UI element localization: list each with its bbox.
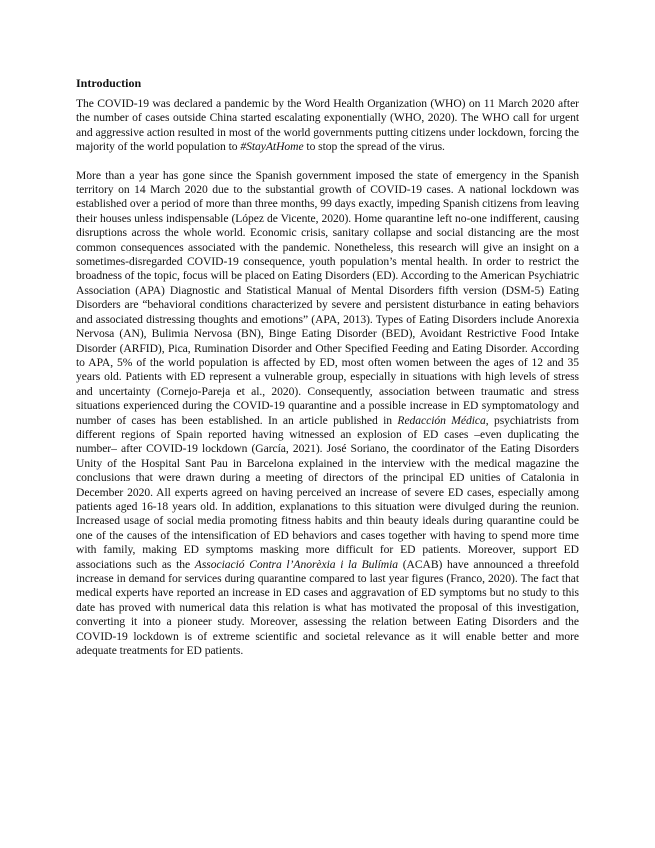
paragraph-1-text-a: The COVID-19 was declared a pandemic by the Word Health Organization (WHO) on 11 March 2020 after the number of cases outside China started escalating exponentially (WHO, 2020). The WHO call for urgent and aggressive action resulted in most of the world governments putting citizens under lockdown, forcing the majority of the world population to — [76, 97, 579, 154]
paragraph-2 — [76, 169, 579, 659]
paragraph-2-text-c: (ACAB) have announced a threefold increase in demand for services during quarantine compared to last year figures (Franco, 2020). The fact that medical experts have reported an increase in ED cases and aggravation of ED symptoms but no study to this date has proved with numerical data this relation is what has motivated the proposal of this investigation, converting it into a pioneer study. Moreover, assessing the relation between Eating Disorders and the COVID-19 lockdown is of extreme scientific and societal relevance as it will enable better and more adequate treatments for ED patients. — [76, 557, 580, 658]
paragraph-2-text-a: More than a year has gone since the Spanish government imposed the state of emergency in the Spanish territory on 14 March 2020 due to the substantial growth of COVID-19 cases. A national lockdown was established over a period of more than three months, 99 days exactly, impeding Spanish citizens from leaving their houses unless indispensable (López de Vicente, 2020). Home quarantine left no-one indifferent, causing disruptions across the whole world. Economic crisis, sanitary collapse and social distancing are the most common consequences associated with the pandemic. Nonetheless, this research will give an insight on a sometimes-disregarded COVID-19 consequence, youth population’s mental health. In order to restrict the broadness of the topic, focus will be placed on Eating Disorders (ED). According to the American Psychiatric Association (APA) Diagnostic and Statistical Manual of Mental Disorders fifth version (DSM-5) Eating Disorders are “behavioral conditions characterized by severe and persistent disturbance in eating behaviors and associated distressing thoughts and emotions” (APA, 2013). Types of Eating Disorders include Anorexia Nervosa (AN), Bulimia Nervosa (BN), Binge Eating Disorder (BED), Avoidant Restrictive Food Intake Disorder (ARFID), Pica, Rumination Disorder and Other Specified Feeding and Eating Disorder. According to APA, 5% of the world population is affected by ED, most often women between the ages of 12 and 35 years old. Patients with ED represent a vulnerable group, especially in situations with high levels of stress and uncertainty (Cornejo-Pareja et al., 2020). Consequently, association between traumatic and stress situations experienced during the COVID-19 quarantine and a possible increase in ED symptomatology and number of cases has been established. In an article published in — [76, 168, 579, 427]
journal-title: Redacción Médica — [397, 413, 486, 427]
section-heading: Introduction — [76, 76, 142, 90]
hashtag-stayathome: #StayAtHome — [240, 140, 304, 154]
association-name: Associació Contra l’Anorèxia i la Bulímia — [194, 557, 399, 571]
paragraph-1 — [76, 97, 579, 155]
document-page — [76, 76, 579, 658]
paragraph-1-text-b: to stop the spread of the virus. — [303, 140, 445, 154]
paragraph-2-text-b: , psychiatrists from different regions of Spain reported having witnessed an explosion of ED cases –even duplicating the number– after COVID-19 lockdown (García, 2021). José Soriano, the coordinator of the Eating Disorders Unity of the Hospital Sant Pau in Barcelona explained in the interview with the medical magazine the conclusions that were drawn during a meeting of directors of the principal ED unities of Catalonia in December 2020. All experts agreed on having perceived an increase of severe ED cases, especially among patients aged 16-18 years old. In addition, explanations to this situation were divulged during the reunion. Increased usage of social media promoting fitness habits and thin beauty ideals during quarantine could be one of the causes of the intensification of ED behaviors and cases together with having to spend more time with family, making ED symptoms masking more difficult for ED patients. Moreover, support ED associations such as the — [76, 413, 579, 571]
